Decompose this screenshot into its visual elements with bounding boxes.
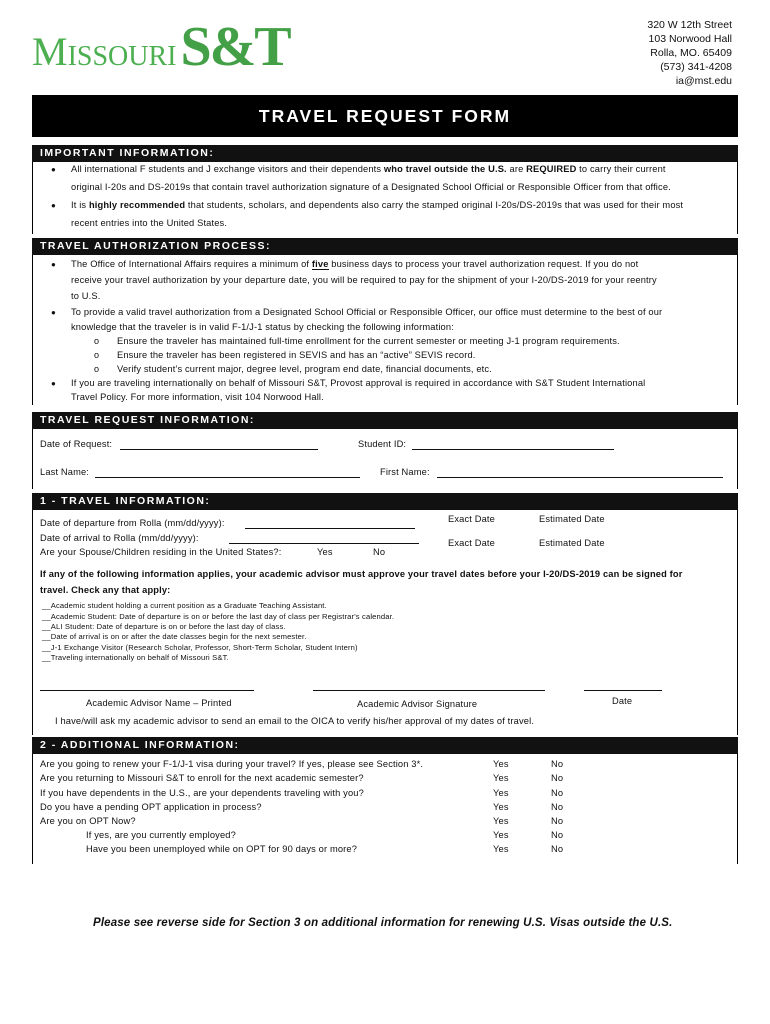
travel-heading: 1 - TRAVEL INFORMATION: xyxy=(32,493,738,510)
address-city: Rolla, MO. 65409 xyxy=(650,47,732,59)
no-option[interactable]: No xyxy=(551,844,564,854)
yes-option[interactable]: Yes xyxy=(493,844,509,854)
date-of-request-field[interactable] xyxy=(120,449,318,450)
important-heading: IMPORTANT INFORMATION: xyxy=(32,145,738,162)
address-email: ia@mst.edu xyxy=(675,75,732,87)
no-option[interactable]: No xyxy=(551,759,564,769)
address-phone: (573) 341-4208 xyxy=(660,61,732,73)
last-name-label: Last Name: xyxy=(40,467,90,477)
bullet-icon: ● xyxy=(51,308,56,317)
departure-exact-option[interactable]: Exact Date xyxy=(448,514,495,524)
no-option[interactable]: No xyxy=(551,830,564,840)
important-bullet-1: All international F students and J exchange visitors and their dependents who travel outside the U.S. are REQUIRED to carry their current xyxy=(71,164,666,174)
sub-marker-icon: o xyxy=(94,350,100,360)
advisor-signature-label: Academic Advisor Signature xyxy=(357,699,478,709)
question-on-opt: Are you on OPT Now? xyxy=(40,816,136,826)
logo-st: S&T xyxy=(180,16,290,79)
advisor-note: If any of the following information applies, your academic advisor must approve your travel dates before your I-20/DS-2019 can be signed for xyxy=(40,569,683,579)
spouse-yes-option[interactable]: Yes xyxy=(317,547,333,557)
important-bullet-1-cont: original I-20s and DS-2019s that contain travel authorization signature of a Designated School Official or Responsible Officer from that office. xyxy=(71,182,671,192)
sub-marker-icon: o xyxy=(94,336,100,346)
process-sub-2: Ensure the traveler has been registered in SEVIS and has an “active” SEVIS record. xyxy=(117,350,476,360)
arrival-label: Date of arrival to Rolla (mm/dd/yyyy): xyxy=(40,533,199,543)
advisor-date-label: Date xyxy=(612,696,633,706)
process-bullet-3-cont: Travel Policy. For more information, visit 104 Norwood Hall. xyxy=(71,392,324,402)
arrival-field[interactable] xyxy=(229,543,419,544)
yes-option[interactable]: Yes xyxy=(493,830,509,840)
question-dependents: If you have dependents in the U.S., are your dependents traveling with you? xyxy=(40,788,364,798)
process-bullet-1-cont2: to U.S. xyxy=(71,291,101,301)
yes-option[interactable]: Yes xyxy=(493,802,509,812)
additional-heading: 2 - ADDITIONAL INFORMATION: xyxy=(32,737,738,754)
address-hall: 103 Norwood Hall xyxy=(648,33,732,45)
spouse-question: Are your Spouse/Children residing in the United States?: xyxy=(40,547,282,557)
question-unemployed: Have you been unemployed while on OPT for 90 days or more? xyxy=(86,844,358,854)
missouri-st-logo xyxy=(32,16,332,79)
arrival-estimated-option[interactable]: Estimated Date xyxy=(539,538,605,548)
request-heading: TRAVEL REQUEST INFORMATION: xyxy=(32,412,738,429)
process-bullet-1-cont: receive your travel authorization by your departure date, you will be required to pay for the shipment of your I-20/DS-2019 for your reentry xyxy=(71,275,657,285)
footer-note: Please see reverse side for Section 3 on additional information for renewing U.S. Visas outside the U.S. xyxy=(93,917,673,929)
process-bullet-2: To provide a valid travel authorization from a Designated School Official or Responsible Officer, our office must determine to the best of our xyxy=(71,307,663,317)
request-box xyxy=(32,429,738,489)
last-name-field[interactable] xyxy=(95,477,360,478)
yes-option[interactable]: Yes xyxy=(493,816,509,826)
yes-option[interactable]: Yes xyxy=(493,759,509,769)
bullet-icon: ● xyxy=(51,260,56,269)
question-renew-visa: Are you going to renew your F-1/J-1 visa during your travel? If yes, please see Section 3*. xyxy=(40,759,424,769)
question-returning: Are you returning to Missouri S&T to enroll for the next academic semester? xyxy=(40,773,364,783)
process-sub-1: Ensure the traveler has maintained full-time enrollment for the current semester or meeting J-1 program requirements. xyxy=(117,336,620,346)
process-bullet-1: The Office of International Affairs requires a minimum of five business days to process your travel authorization request. If you do not xyxy=(71,259,639,269)
sub-marker-icon: o xyxy=(94,364,100,374)
form-title: TRAVEL REQUEST FORM xyxy=(32,95,738,137)
departure-label: Date of departure from Rolla (mm/dd/yyyy): xyxy=(40,518,225,528)
no-option[interactable]: No xyxy=(551,816,564,826)
checklist-item[interactable]: __Traveling internationally on behalf of Missouri S&T. xyxy=(42,653,229,662)
bullet-icon: ● xyxy=(51,165,56,174)
office-address xyxy=(647,18,732,88)
process-sub-3: Verify student’s current major, degree level, program end date, financial documents, etc. xyxy=(117,364,492,374)
advisor-name-field[interactable] xyxy=(40,690,254,691)
no-option[interactable]: No xyxy=(551,802,564,812)
checklist-item[interactable]: __Academic student holding a current position as a Graduate Teaching Assistant. xyxy=(42,601,327,610)
departure-field[interactable] xyxy=(245,528,415,529)
first-name-field[interactable] xyxy=(437,477,723,478)
process-bullet-3: If you are traveling internationally on behalf of Missouri S&T, Provost approval is required in accordance with S&T Student International xyxy=(71,378,646,388)
arrival-exact-option[interactable]: Exact Date xyxy=(448,538,495,548)
process-bullet-2-cont: knowledge that the traveler is in valid F-1/J-1 status by checking the following information: xyxy=(71,322,454,332)
checklist-item[interactable]: __Academic Student: Date of departure is on or before the last day of class per Registrar's calendar. xyxy=(42,612,395,621)
no-option[interactable]: No xyxy=(551,788,564,798)
yes-option[interactable]: Yes xyxy=(493,773,509,783)
first-name-label: First Name: xyxy=(380,467,430,477)
address-street: 320 W 12th Street xyxy=(647,19,732,31)
advisor-date-field[interactable] xyxy=(584,690,662,691)
bullet-icon: ● xyxy=(51,379,56,388)
departure-estimated-option[interactable]: Estimated Date xyxy=(539,514,605,524)
oica-note: I have/will ask my academic advisor to send an email to the OICA to verify his/her approval of my dates of travel. xyxy=(55,716,535,726)
advisor-signature-field[interactable] xyxy=(313,690,545,691)
yes-option[interactable]: Yes xyxy=(493,788,509,798)
date-of-request-label: Date of Request: xyxy=(40,439,113,449)
important-bullet-2: It is highly recommended that students, scholars, and dependents also carry the stamped original I-20s/DS-2019s that was used for their most xyxy=(71,200,684,210)
checklist-item[interactable]: __ALI Student: Date of departure is on or before the last day of class. xyxy=(42,622,286,631)
important-bullet-2-cont: recent entries into the United States. xyxy=(71,218,228,228)
checklist-item[interactable]: __Date of arrival is on or after the date classes begin for the next semester. xyxy=(42,632,307,641)
spouse-no-option[interactable]: No xyxy=(373,547,386,557)
advisor-name-label: Academic Advisor Name – Printed xyxy=(86,698,232,708)
process-heading: TRAVEL AUTHORIZATION PROCESS: xyxy=(32,238,738,255)
question-pending-opt: Do you have a pending OPT application in process? xyxy=(40,802,262,812)
logo-word: Missouri xyxy=(32,29,177,74)
question-employed: If yes, are you currently employed? xyxy=(86,830,236,840)
bullet-icon: ● xyxy=(51,201,56,210)
no-option[interactable]: No xyxy=(551,773,564,783)
student-id-label: Student ID: xyxy=(358,439,407,449)
advisor-note-cont: travel. Check any that apply: xyxy=(40,585,171,595)
checklist-item[interactable]: __J-1 Exchange Visitor (Research Scholar, Professor, Short-Term Scholar, Student Intern) xyxy=(42,643,358,652)
student-id-field[interactable] xyxy=(412,449,614,450)
